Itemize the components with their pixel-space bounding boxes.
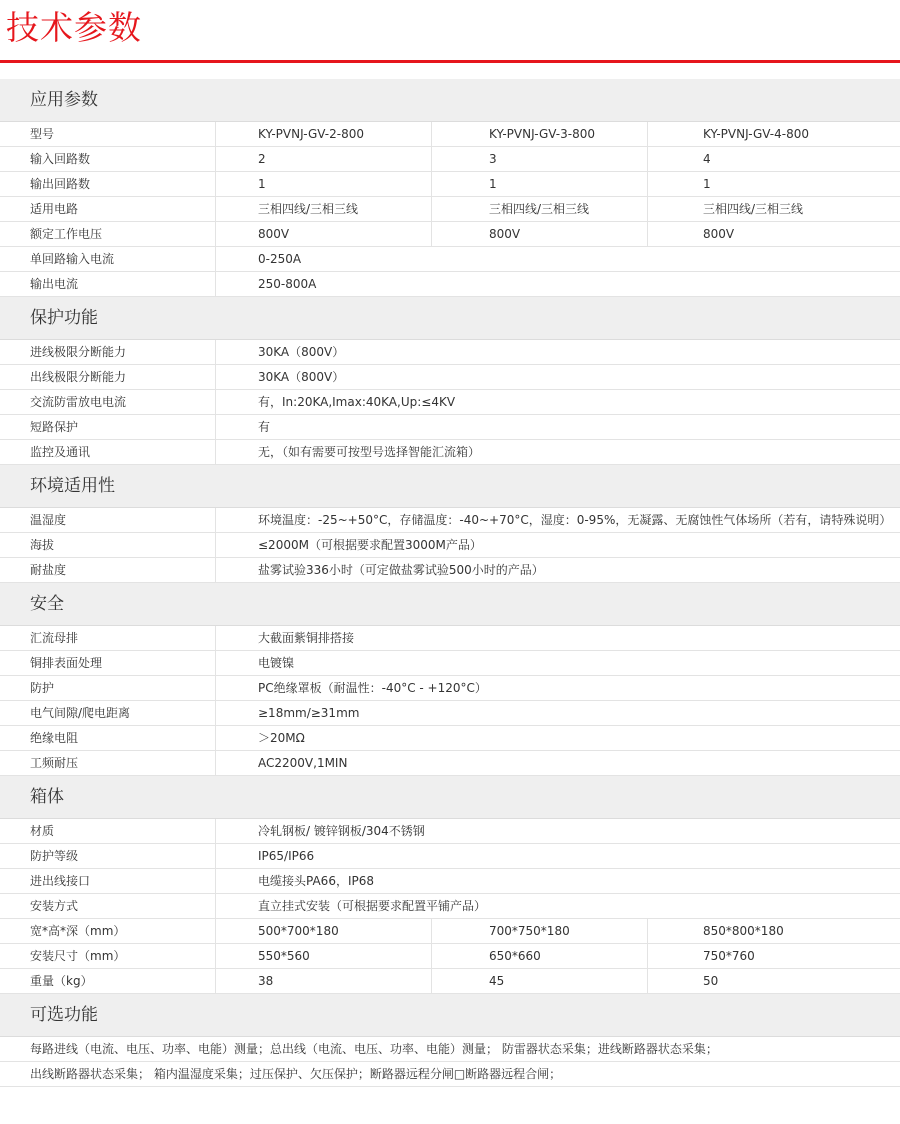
spec-row [0, 340, 900, 365]
spec-value: 500*700*180 [216, 919, 432, 943]
spec-row [0, 944, 900, 969]
spec-value: 冷轧钢板/ 镀锌钢板/304不锈钢 [258, 824, 425, 838]
spec-row [0, 147, 900, 172]
spec-row [0, 247, 900, 272]
spec-label: 海拔 [0, 533, 216, 557]
spec-label: 安装方式 [0, 894, 216, 918]
spec-value: 0-250A [258, 252, 302, 266]
spec-value: 三相四线/三相三线 [703, 202, 804, 216]
spec-value: 有，In:20KA,Imax:40KA,Up:≤4KV [258, 395, 456, 409]
section-heading: 安全 [0, 583, 900, 626]
spec-value: 2 [216, 147, 432, 171]
spec-value: 盐雾试验336小时（可定做盐雾试验500小时的产品） [258, 563, 544, 577]
page-title: 技术参数 [6, 8, 142, 47]
spec-label: 监控及通讯 [0, 440, 216, 464]
spec-value: 850*800*180 [703, 924, 784, 938]
spec-row [0, 222, 900, 247]
spec-value: AC2200V,1MIN [258, 756, 348, 770]
spec-row [0, 197, 900, 222]
spec-row [0, 919, 900, 944]
spec-value: ＞20MΩ [258, 731, 305, 745]
spec-label: 安装尺寸（mm） [0, 944, 216, 968]
spec-value: 直立挂式安装（可根据要求配置平铺产品） [258, 899, 487, 913]
spec-row [0, 894, 900, 919]
spec-table [0, 79, 900, 1087]
spec-value: 三相四线/三相三线 [432, 197, 648, 221]
spec-label: 防护等级 [0, 844, 216, 868]
spec-value: 250-800A [258, 277, 317, 291]
spec-label: 额定工作电压 [0, 222, 216, 246]
spec-row [0, 819, 900, 844]
spec-row [0, 415, 900, 440]
spec-row [0, 365, 900, 390]
section-heading: 保护功能 [0, 297, 900, 340]
spec-row [0, 508, 900, 533]
spec-row [0, 626, 900, 651]
spec-row [0, 390, 900, 415]
spec-value: 38 [216, 969, 432, 993]
spec-label: 进线极限分断能力 [0, 340, 216, 364]
spec-row [0, 440, 900, 465]
spec-row [0, 651, 900, 676]
spec-value: 1 [432, 172, 648, 196]
spec-value: KY-PVNJ-GV-4-800 [703, 127, 809, 141]
spec-row [0, 751, 900, 776]
spec-label: 耐盐度 [0, 558, 216, 582]
spec-value: 电镀镍 [258, 656, 295, 670]
spec-value: 有 [258, 420, 271, 434]
spec-value: 1 [703, 177, 711, 191]
spec-label: 出线极限分断能力 [0, 365, 216, 389]
spec-label: 宽*高*深（mm） [0, 919, 216, 943]
spec-value: 800V [432, 222, 648, 246]
spec-row [0, 272, 900, 297]
section-heading: 应用参数 [0, 79, 900, 122]
spec-label: 输出回路数 [0, 172, 216, 196]
spec-value: 700*750*180 [432, 919, 648, 943]
spec-label: 适用电路 [0, 197, 216, 221]
spec-label: 绝缘电阻 [0, 726, 216, 750]
optional-feature-line: 每路进线（电流、电压、功率、电能）测量；总出线（电流、电压、功率、电能）测量； 防雷器状态采集；进线断路器状态采集； [0, 1037, 900, 1062]
spec-label: 型号 [0, 122, 216, 146]
spec-value: 三相四线/三相三线 [216, 197, 432, 221]
spec-row [0, 726, 900, 751]
spec-value: 无，（如有需要可按型号选择智能汇流箱） [258, 445, 481, 459]
spec-value: ≥18mm/≥31mm [258, 706, 360, 720]
title-divider [0, 60, 900, 63]
spec-value: 800V [703, 227, 735, 241]
spec-value: KY-PVNJ-GV-2-800 [216, 122, 432, 146]
spec-row [0, 869, 900, 894]
spec-row [0, 844, 900, 869]
spec-value: 750*760 [703, 949, 755, 963]
spec-value: 3 [432, 147, 648, 171]
spec-label: 输出电流 [0, 272, 216, 296]
spec-value: 30KA（800V） [258, 345, 345, 359]
spec-label: 电气间隙/爬电距离 [0, 701, 216, 725]
spec-row [0, 533, 900, 558]
spec-row [0, 172, 900, 197]
spec-value: IP65/IP66 [258, 849, 315, 863]
spec-value: 800V [216, 222, 432, 246]
spec-value: 550*560 [216, 944, 432, 968]
spec-label: 汇流母排 [0, 626, 216, 650]
spec-value: 1 [216, 172, 432, 196]
spec-label: 铜排表面处理 [0, 651, 216, 675]
spec-value: 50 [703, 974, 719, 988]
spec-value: PC绝缘罩板（耐温性：-40°C - +120°C） [258, 681, 487, 695]
spec-value: ≤2000M（可根据要求配置3000M产品） [258, 538, 482, 552]
spec-label: 材质 [0, 819, 216, 843]
spec-value: KY-PVNJ-GV-3-800 [432, 122, 648, 146]
spec-row [0, 122, 900, 147]
section-heading: 箱体 [0, 776, 900, 819]
spec-row [0, 969, 900, 994]
optional-feature-line: 出线断路器状态采集； 箱内温湿度采集；过压保护、欠压保护；断路器远程分闸□断路器远程合闸； [0, 1062, 900, 1087]
spec-value: 环境温度：-25~+50°C，存储温度：-40~+70°C，湿度：0-95%，无凝露、无腐蚀性气体场所（若有，请特殊说明） [258, 513, 892, 527]
spec-label: 短路保护 [0, 415, 216, 439]
section-heading: 可选功能 [0, 994, 900, 1037]
spec-row [0, 676, 900, 701]
spec-label: 单回路输入电流 [0, 247, 216, 271]
spec-value: 45 [432, 969, 648, 993]
spec-label: 输入回路数 [0, 147, 216, 171]
section-heading: 环境适用性 [0, 465, 900, 508]
spec-value: 电缆接头PA66，IP68 [258, 874, 374, 888]
spec-value: 30KA（800V） [258, 370, 345, 384]
spec-value: 4 [703, 152, 711, 166]
spec-label: 重量（kg） [0, 969, 216, 993]
spec-value: 650*660 [432, 944, 648, 968]
spec-label: 温湿度 [0, 508, 216, 532]
spec-label: 进出线接口 [0, 869, 216, 893]
spec-label: 工频耐压 [0, 751, 216, 775]
spec-value: 大截面紫铜排搭接 [258, 631, 355, 645]
spec-row [0, 701, 900, 726]
spec-label: 交流防雷放电电流 [0, 390, 216, 414]
spec-label: 防护 [0, 676, 216, 700]
spec-row [0, 558, 900, 583]
